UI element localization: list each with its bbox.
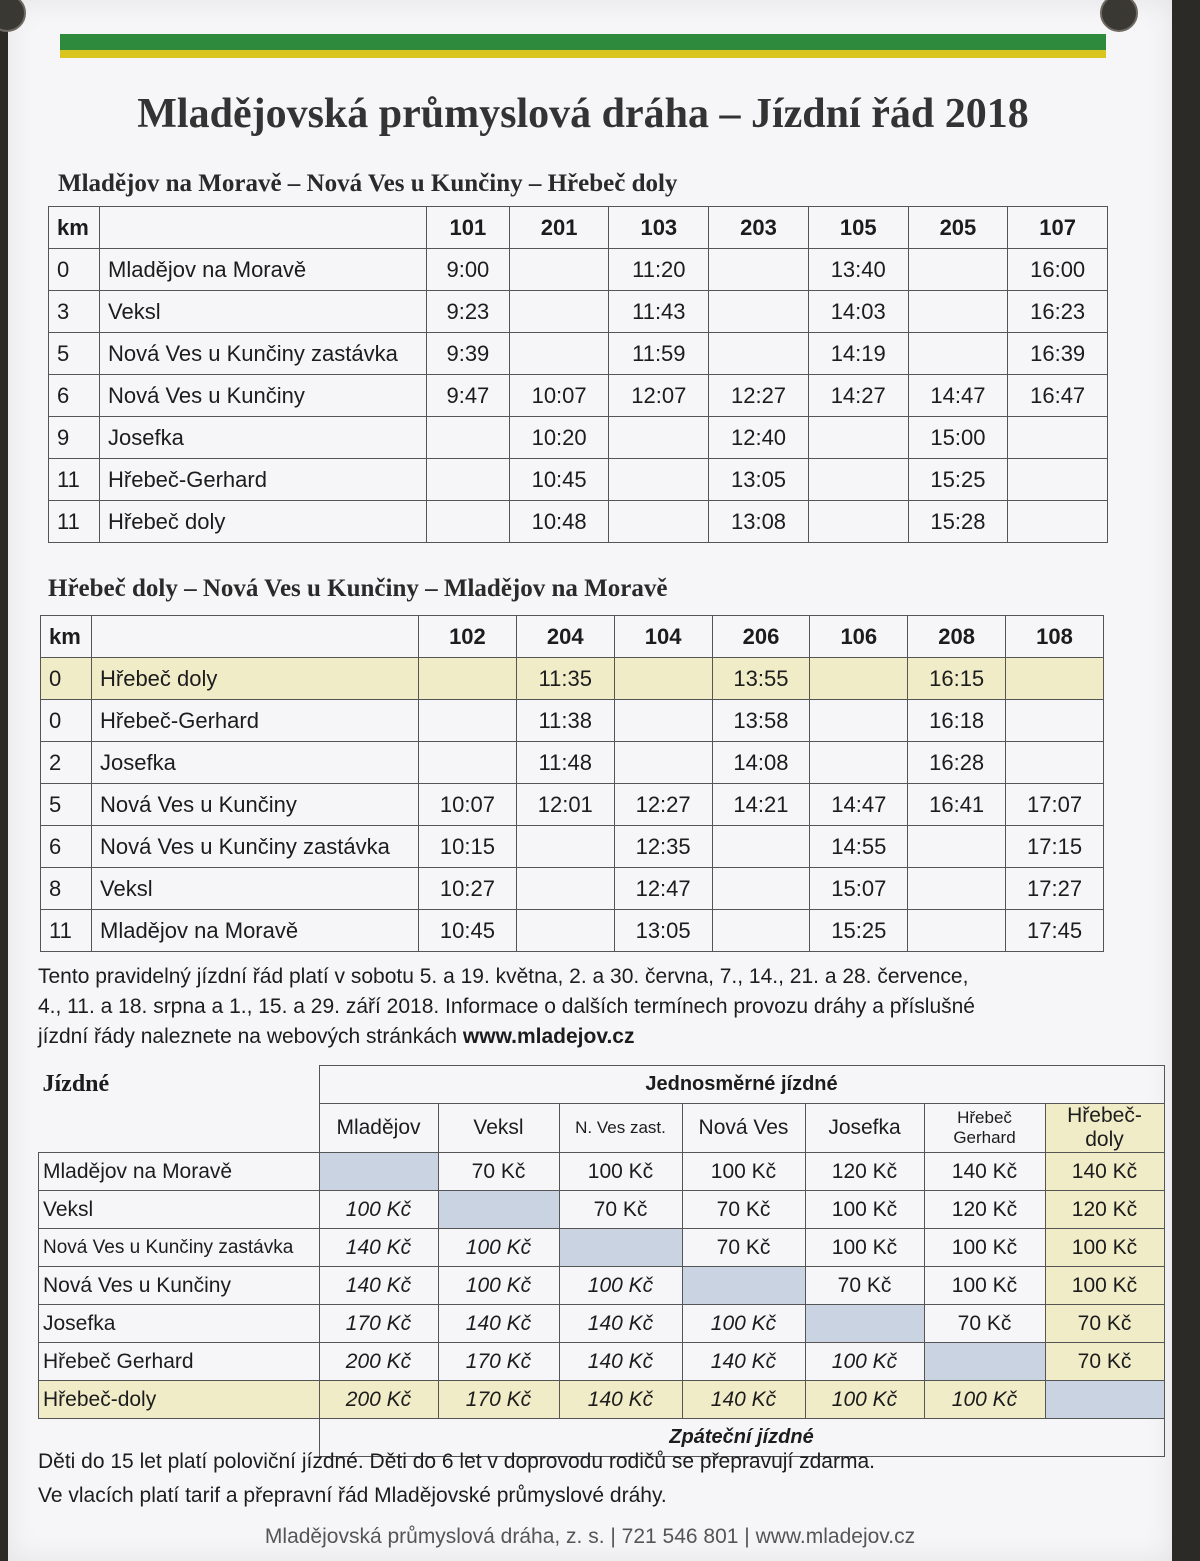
train-number: 201 [509,207,609,249]
train-number: 208 [908,616,1006,658]
fare-cell: 100 Kč [805,1191,924,1229]
time-cell [908,291,1008,333]
fare-cell: 100 Kč [805,1229,924,1267]
time-cell: 12:27 [614,784,712,826]
km-cell: 11 [41,910,92,952]
time-cell [709,333,809,375]
train-number: 103 [609,207,709,249]
fare-cell: 100 Kč [438,1229,559,1267]
time-cell: 14:08 [712,742,810,784]
time-cell [1006,742,1104,784]
time-cell [808,417,908,459]
time-cell [810,658,908,700]
validity-line: Tento pravidelný jízdní řád platí v sobotu 5. a 19. května, 2. a 30. června, 7., 14., 21. a 28. července, [38,965,969,988]
time-cell: 10:15 [419,826,517,868]
fare-cell: 140 Kč [682,1343,805,1381]
time-cell: 16:28 [908,742,1006,784]
time-cell: 9:23 [427,291,510,333]
time-cell: 17:07 [1006,784,1104,826]
time-cell [516,826,614,868]
time-cell [419,742,517,784]
time-cell: 11:38 [516,700,614,742]
table-row [49,333,1108,375]
tariff-note: Ve vlacích platí tarif a přepravní řád Mladějovské průmyslové dráhy. [38,1484,667,1507]
time-cell [509,249,609,291]
time-cell: 13:55 [712,658,810,700]
station-name: Hřebeč-Gerhard [92,700,419,742]
time-cell: 12:47 [614,868,712,910]
time-cell [1006,700,1104,742]
time-cell: 9:00 [427,249,510,291]
time-cell: 15:25 [810,910,908,952]
green-stripe [60,34,1106,50]
fare-cell: 100 Kč [682,1153,805,1191]
time-cell [614,700,712,742]
time-cell: 10:20 [509,417,609,459]
time-cell [509,291,609,333]
km-cell: 2 [41,742,92,784]
fare-column-header: N. Ves zast. [559,1104,682,1153]
fare-cell: 100 Kč [924,1229,1045,1267]
fare-column-header: Veksl [438,1104,559,1153]
time-cell [810,700,908,742]
time-cell: 16:41 [908,784,1006,826]
time-cell [908,333,1008,375]
time-cell [908,910,1006,952]
validity-note [38,962,1148,1052]
train-number: 106 [810,616,908,658]
fare-cell: 70 Kč [559,1191,682,1229]
km-cell: 0 [41,658,92,700]
km-cell: 3 [49,291,100,333]
time-cell: 12:40 [709,417,809,459]
time-cell [509,333,609,375]
time-cell [908,826,1006,868]
time-cell [516,910,614,952]
train-number: 102 [419,616,517,658]
children-fare-note: Děti do 15 let platí poloviční jízdné. Děti do 6 let v doprovodu rodičů se přepravují zdarma. [38,1450,875,1473]
time-cell: 11:20 [609,249,709,291]
table-row [41,910,1104,952]
time-cell: 10:27 [419,868,517,910]
timetable-return [40,615,1104,952]
fare-cell: 140 Kč [438,1305,559,1343]
train-number: 108 [1006,616,1104,658]
station-name: Josefka [92,742,419,784]
fare-cell: 120 Kč [924,1191,1045,1229]
fare-cell: 120 Kč [1045,1191,1164,1229]
route1-heading: Mladějov na Moravě – Nová Ves u Kunčiny – Hřebeč doly [58,170,678,197]
time-cell: 14:19 [808,333,908,375]
time-cell [614,742,712,784]
time-cell [712,868,810,910]
time-cell: 9:39 [427,333,510,375]
fare-cell: 70 Kč [438,1153,559,1191]
time-cell: 14:55 [810,826,908,868]
time-cell [609,459,709,501]
time-cell: 11:35 [516,658,614,700]
time-cell [1006,658,1104,700]
fare-row [39,1381,1165,1419]
station-name: Hřebeč-Gerhard [100,459,427,501]
km-cell: 6 [49,375,100,417]
time-cell: 17:45 [1006,910,1104,952]
fare-cell: 70 Kč [805,1267,924,1305]
km-cell: 11 [49,501,100,543]
time-cell [516,868,614,910]
pin-icon [1100,0,1138,32]
fare-cell: 70 Kč [1045,1343,1164,1381]
time-cell: 12:07 [609,375,709,417]
website-link[interactable]: www.mladejov.cz [462,1025,635,1048]
km-header: km [49,207,100,249]
train-number: 105 [808,207,908,249]
fare-cell: 170 Kč [438,1343,559,1381]
fare-cell: 140 Kč [319,1229,438,1267]
time-cell [808,501,908,543]
route2-heading: Hřebeč doly – Nová Ves u Kunčiny – Mladějov na Moravě [48,575,668,602]
fare-cell: 140 Kč [319,1267,438,1305]
time-cell [908,249,1008,291]
time-cell [427,459,510,501]
time-cell: 15:07 [810,868,908,910]
fare-cell [319,1153,438,1191]
time-cell: 13:05 [709,459,809,501]
fare-cell: 70 Kč [682,1191,805,1229]
table-row [49,375,1108,417]
time-cell: 10:07 [509,375,609,417]
fare-station: Nová Ves u Kunčiny [39,1267,320,1305]
km-cell: 9 [49,417,100,459]
time-cell: 13:08 [709,501,809,543]
fare-row [39,1153,1165,1191]
time-cell: 12:35 [614,826,712,868]
page-title: Mladějovská průmyslová dráha – Jízdní řád 2018 [137,91,1029,137]
fare-cell: 100 Kč [559,1153,682,1191]
fare-cell [682,1267,805,1305]
conditions-note [38,1445,1148,1513]
time-cell: 10:48 [509,501,609,543]
time-cell [609,501,709,543]
km-cell: 6 [41,826,92,868]
fare-cell: 100 Kč [805,1343,924,1381]
timetable-sheet [8,0,1172,1561]
time-cell: 14:47 [908,375,1008,417]
time-cell [427,501,510,543]
validity-text: jízdní řády naleznete na webových stránkách [38,1025,458,1048]
train-number: 206 [712,616,810,658]
time-cell: 14:27 [808,375,908,417]
fare-row [39,1305,1165,1343]
station-name: Nová Ves u Kunčiny zastávka [92,826,419,868]
time-cell: 10:07 [419,784,517,826]
time-cell: 14:03 [808,291,908,333]
fare-row [39,1229,1165,1267]
time-cell [1008,459,1108,501]
fare-station: Josefka [39,1305,320,1343]
station-name: Veksl [92,868,419,910]
train-number: 104 [614,616,712,658]
time-cell: 16:15 [908,658,1006,700]
fare-cell: 100 Kč [682,1305,805,1343]
fare-column-header: Josefka [805,1104,924,1153]
fare-cell: 100 Kč [1045,1267,1164,1305]
table-row [49,249,1108,291]
station-name: Mladějov na Moravě [92,910,419,952]
train-number: 107 [1008,207,1108,249]
fare-cell: 100 Kč [559,1267,682,1305]
time-cell: 13:40 [808,249,908,291]
time-cell: 15:00 [908,417,1008,459]
empty-cell [39,1104,320,1153]
time-cell [810,742,908,784]
fare-cell: 140 Kč [559,1343,682,1381]
fare-cell: 100 Kč [924,1267,1045,1305]
time-cell: 9:47 [427,375,510,417]
time-cell [712,910,810,952]
fare-cell: 70 Kč [1045,1305,1164,1343]
fare-cell: 120 Kč [805,1153,924,1191]
fare-cell: 70 Kč [682,1229,805,1267]
fare-cell: 70 Kč [924,1305,1045,1343]
fare-cell: 100 Kč [924,1381,1045,1419]
time-cell: 14:47 [810,784,908,826]
timetable-outbound [48,206,1108,543]
time-cell [709,249,809,291]
time-cell: 11:48 [516,742,614,784]
fare-cell [559,1229,682,1267]
time-cell: 15:28 [908,501,1008,543]
time-cell: 17:15 [1006,826,1104,868]
fare-cell: 200 Kč [319,1381,438,1419]
fare-cell: 170 Kč [319,1305,438,1343]
station-name: Josefka [100,417,427,459]
time-cell: 10:45 [419,910,517,952]
fare-title: Jízdné [42,1071,110,1097]
time-cell: 13:58 [712,700,810,742]
time-cell: 16:18 [908,700,1006,742]
fare-column-header: Hřebeč Gerhard [924,1104,1045,1153]
fare-cell: 100 Kč [319,1191,438,1229]
station-header [100,207,427,249]
pin-icon [0,0,26,32]
table-row [49,501,1108,543]
station-name: Hřebeč doly [100,501,427,543]
fare-cell: 170 Kč [438,1381,559,1419]
fare-row [39,1191,1165,1229]
table-row [41,784,1104,826]
time-cell: 12:27 [709,375,809,417]
fare-column-header: Hřebeč-doly [1045,1104,1164,1153]
time-cell [1008,501,1108,543]
station-header [92,616,419,658]
time-cell [709,291,809,333]
station-name: Hřebeč doly [92,658,419,700]
km-cell: 0 [41,700,92,742]
fare-column-header: Mladějov [319,1104,438,1153]
time-cell: 13:05 [614,910,712,952]
fare-cell: 140 Kč [559,1305,682,1343]
fare-cell: 140 Kč [559,1381,682,1419]
fare-station: Hřebeč Gerhard [39,1343,320,1381]
return-fare-label: Zpáteční jízdné [319,1419,1164,1457]
station-name: Veksl [100,291,427,333]
fare-station: Hřebeč-doly [39,1381,320,1419]
fare-column-header: Nová Ves [682,1104,805,1153]
fare-cell [1045,1381,1164,1419]
table-row [41,868,1104,910]
km-cell: 5 [41,784,92,826]
time-cell [908,868,1006,910]
fare-cell [805,1305,924,1343]
km-cell: 11 [49,459,100,501]
time-cell: 11:43 [609,291,709,333]
time-cell: 10:45 [509,459,609,501]
fare-station: Veksl [39,1191,320,1229]
station-name: Nová Ves u Kunčiny zastávka [100,333,427,375]
table-row [49,459,1108,501]
fare-cell [924,1343,1045,1381]
time-cell [712,826,810,868]
fare-station: Mladějov na Moravě [39,1153,320,1191]
fare-cell: 140 Kč [682,1381,805,1419]
footer-contact: Mladějovská průmyslová dráha, z. s. | 721 546 801 | www.mladejov.cz [264,1525,916,1548]
time-cell [1008,417,1108,459]
station-name: Nová Ves u Kunčiny [92,784,419,826]
time-cell: 12:01 [516,784,614,826]
table-row [41,742,1104,784]
time-cell: 16:00 [1008,249,1108,291]
km-cell: 5 [49,333,100,375]
fare-cell [438,1191,559,1229]
table-row [41,826,1104,868]
table-row [41,700,1104,742]
one-way-header: Jednosměrné jízdné [319,1066,1164,1104]
fare-cell: 140 Kč [1045,1153,1164,1191]
validity-line: 4., 11. a 18. srpna a 1., 15. a 29. září 2018. Informace o dalších termínech provozu dráhy a příslušné [38,995,975,1018]
time-cell [419,658,517,700]
fare-cell: 100 Kč [438,1267,559,1305]
station-name: Nová Ves u Kunčiny [100,375,427,417]
fare-cell: 140 Kč [924,1153,1045,1191]
km-cell: 8 [41,868,92,910]
time-cell [427,417,510,459]
train-number: 205 [908,207,1008,249]
validity-line [38,1022,1148,1052]
fare-cell: 200 Kč [319,1343,438,1381]
yellow-stripe [60,50,1106,58]
km-header: km [41,616,92,658]
time-cell: 14:21 [712,784,810,826]
time-cell: 17:27 [1006,868,1104,910]
time-cell: 16:47 [1008,375,1108,417]
fare-cell: 100 Kč [805,1381,924,1419]
time-cell: 16:39 [1008,333,1108,375]
fare-table [38,1065,1165,1457]
fare-row [39,1267,1165,1305]
time-cell [808,459,908,501]
time-cell: 15:25 [908,459,1008,501]
table-row [41,658,1104,700]
table-row [49,417,1108,459]
train-number: 203 [709,207,809,249]
time-cell [614,658,712,700]
time-cell [419,700,517,742]
table-row [49,291,1108,333]
train-number: 101 [427,207,510,249]
time-cell: 11:59 [609,333,709,375]
time-cell [609,417,709,459]
km-cell: 0 [49,249,100,291]
station-name: Mladějov na Moravě [100,249,427,291]
time-cell: 16:23 [1008,291,1108,333]
fare-row [39,1343,1165,1381]
fare-station: Nová Ves u Kunčiny zastávka [39,1229,320,1267]
train-number: 204 [516,616,614,658]
fare-cell: 100 Kč [1045,1229,1164,1267]
